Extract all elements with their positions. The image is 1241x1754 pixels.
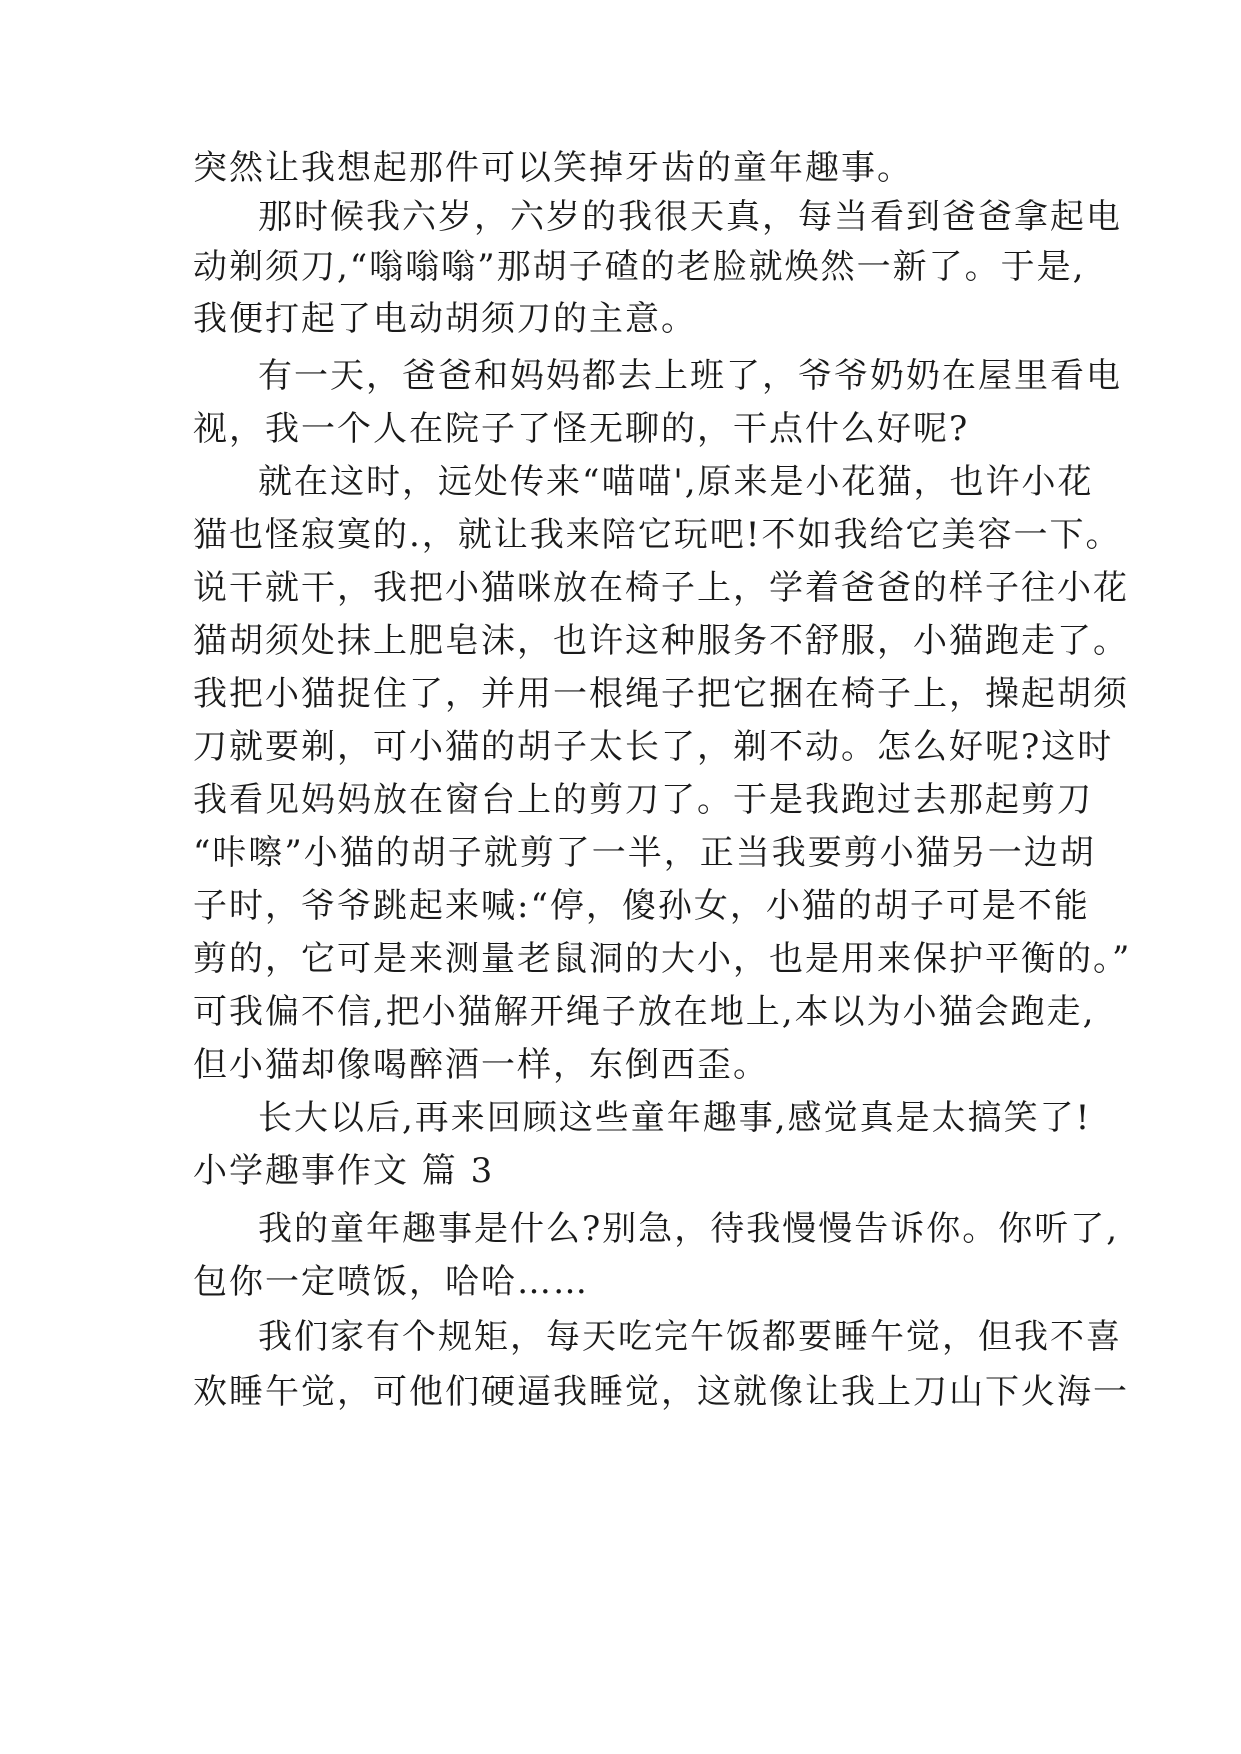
text-line: 我看见妈妈放在窗台上的剪刀了。于是我跑过去那起剪刀 [193,780,1093,820]
text-line: 我便打起了电动胡须刀的主意。 [193,299,697,339]
paragraph-start-line: 有一天，爸爸和妈妈都去上班了，爷爷奶奶在屋里看电 [258,356,1122,396]
section-heading: 小学趣事作文 篇 3 [193,1151,495,1191]
text-line: 可我偏不信,把小猫解开绳子放在地上,本以为小猫会跑走, [193,992,1096,1032]
paragraph-start-line: 那时候我六岁，六岁的我很天真，每当看到爸爸拿起电 [258,197,1122,237]
text-line: 子时，爷爷跳起来喊:“停，傻孙女，小猫的胡子可是不能 [193,886,1090,926]
paragraph-start-line: 我的童年趣事是什么?别急，待我慢慢告诉你。你听了, [258,1209,1120,1249]
text-line: 猫胡须处抹上肥皂沫，也许这种服务不舒服，小猫跑走了。 [193,621,1129,661]
paragraph-start-line: 就在这时，远处传来“喵喵',原来是小花猫，也许小花 [258,462,1094,502]
text-line: 我把小猫捉住了，并用一根绳子把它捆在椅子上，操起胡须 [193,674,1129,714]
text-line: 欢睡午觉，可他们硬逼我睡觉，这就像让我上刀山下火海一 [193,1372,1129,1412]
text-line: 猫也怪寂寞的.，就让我来陪它玩吧!不如我给它美容一下。 [193,515,1122,555]
text-line: 突然让我想起那件可以笑掉牙齿的童年趣事。 [193,148,913,188]
text-line: 视，我一个人在院子了怪无聊的，干点什么好呢? [193,409,970,449]
text-line: 包你一定喷饭，哈哈…… [193,1262,589,1302]
paragraph-start-line: 长大以后,再来回顾这些童年趣事,感觉真是太搞笑了! [258,1098,1092,1138]
text-line: 刀就要剃，可小猫的胡子太长了，剃不动。怎么好呢?这时 [193,727,1114,767]
text-line: 剪的，它可是来测量老鼠洞的大小，也是用来保护平衡的。” [193,939,1132,979]
paragraph-start-line: 我们家有个规矩，每天吃完午饭都要睡午觉，但我不喜 [258,1317,1122,1357]
text-line: 但小猫却像喝醉酒一样，东倒西歪。 [193,1045,769,1085]
text-line: 说干就干，我把小猫咪放在椅子上，学着爸爸的样子往小花 [193,568,1129,608]
text-line: “咔嚓”小猫的胡子就剪了一半，正当我要剪小猫另一边胡 [193,833,1096,873]
text-line: 动剃须刀,“嗡嗡嗡”那胡子碴的老脸就焕然一新了。于是, [193,247,1086,287]
